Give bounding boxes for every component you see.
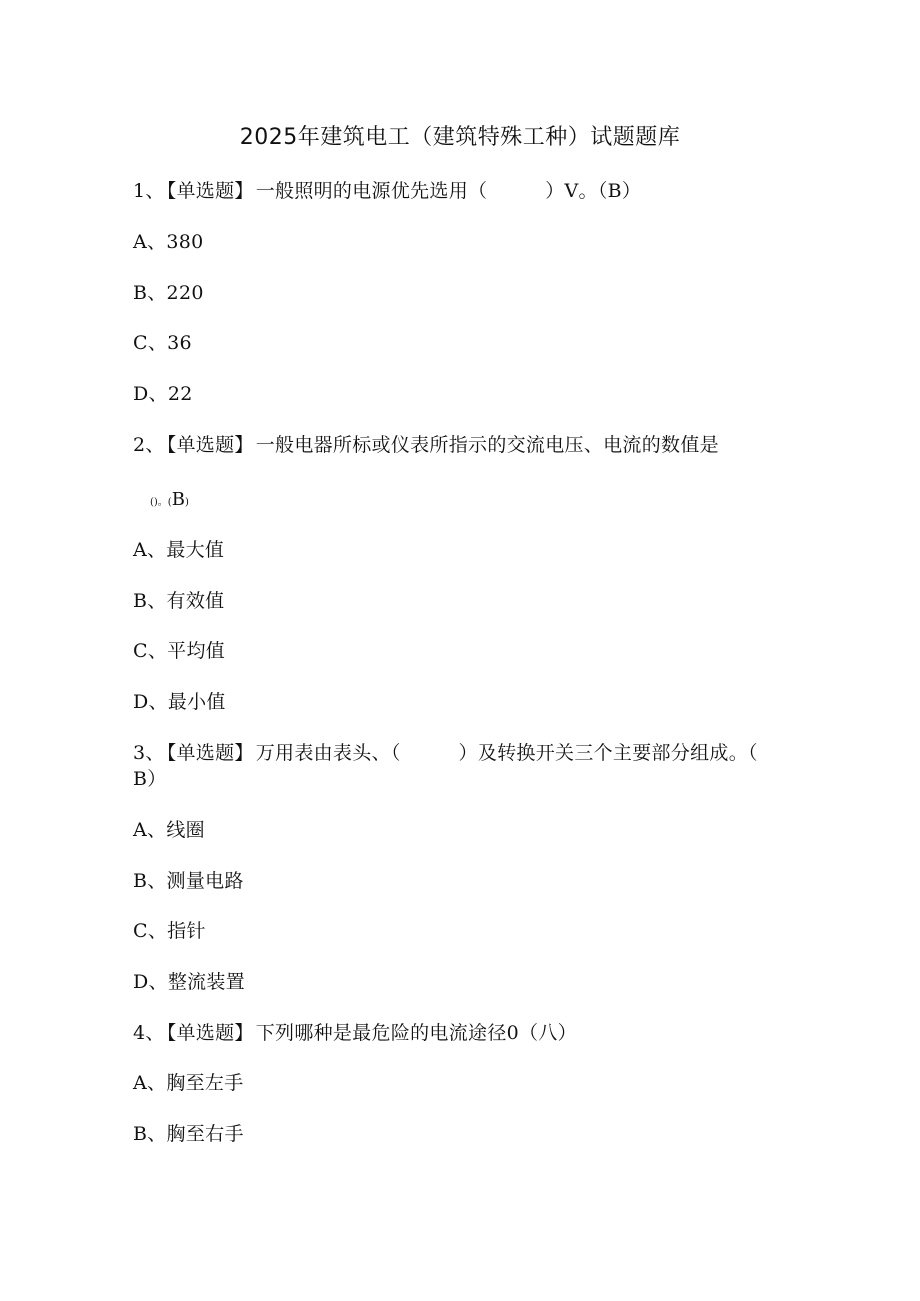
question-number: 2、 bbox=[133, 434, 165, 456]
question-type: 【单选题】 bbox=[166, 1022, 254, 1044]
question-2-answer-line bbox=[150, 490, 189, 513]
question-1-option-d: D、22 bbox=[133, 383, 193, 405]
question-stem: 万用表由表头、（ ）及转换开关三个主要部分组成。（ bbox=[255, 742, 758, 764]
answer-letter: B bbox=[171, 489, 185, 510]
question-1-option-b: B、220 bbox=[133, 282, 204, 304]
question-2-option-d: D、最小值 bbox=[133, 691, 226, 713]
question-3-option-d: D、整流装置 bbox=[133, 971, 246, 993]
question-3-stem-line bbox=[133, 740, 758, 766]
answer-bracket-close: ) bbox=[184, 497, 189, 508]
question-2-option-c: C、平均值 bbox=[133, 640, 226, 662]
question-stem: 一般照明的电源优先选用（ ）V。（B） bbox=[255, 180, 642, 202]
question-2-option-a: A、最大值 bbox=[133, 539, 225, 561]
question-1-option-c: C、36 bbox=[133, 332, 192, 354]
question-2-stem-line bbox=[133, 432, 719, 458]
question-3-option-b: B、测量电路 bbox=[133, 870, 244, 892]
question-3-option-c: C、指针 bbox=[133, 920, 206, 942]
answer-bracket-open: ()。( bbox=[150, 497, 172, 508]
question-number: 1、 bbox=[133, 180, 165, 202]
question-3-option-a: A、线圈 bbox=[133, 819, 205, 841]
question-3-stem-line-2: B） bbox=[133, 768, 167, 790]
question-type: 【单选题】 bbox=[166, 434, 254, 456]
question-1-option-a: A、380 bbox=[133, 231, 204, 253]
question-4-option-a: A、胸至左手 bbox=[133, 1072, 244, 1094]
question-number: 4、 bbox=[133, 1022, 165, 1044]
question-stem: 一般电器所标或仪表所指示的交流电压、电流的数值是 bbox=[255, 434, 719, 456]
question-number: 3、 bbox=[133, 742, 165, 764]
question-stem: 下列哪种是最危险的电流途径0（八） bbox=[255, 1022, 577, 1044]
document-title: 2025年建筑电工（建筑特殊工种）试题题库 bbox=[239, 125, 681, 150]
question-type: 【单选题】 bbox=[166, 742, 254, 764]
question-4-stem-line bbox=[133, 1020, 577, 1046]
question-type: 【单选题】 bbox=[166, 180, 254, 202]
question-1-stem-line bbox=[133, 178, 641, 204]
question-2-option-b: B、有效值 bbox=[133, 590, 225, 612]
question-4-option-b: B、胸至右手 bbox=[133, 1123, 244, 1145]
